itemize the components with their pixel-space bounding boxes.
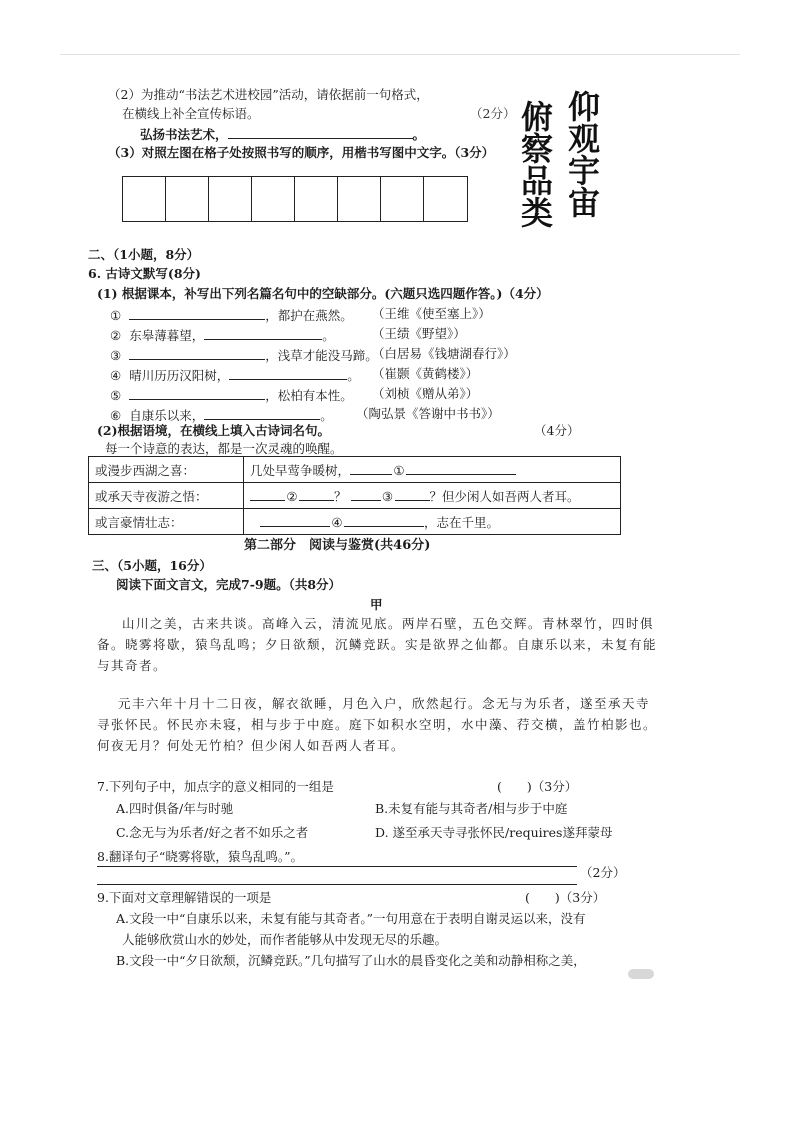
q2-blank[interactable] [228, 125, 413, 139]
poem-line-number: ⑤ [110, 388, 122, 403]
row-label: 或漫步西湖之喜： [89, 457, 244, 483]
page-top-rule [60, 54, 740, 55]
row-content [244, 483, 621, 509]
row-content [244, 457, 621, 483]
poem-line [110, 386, 353, 403]
poetry-context-table [88, 456, 621, 535]
q8-answer-line[interactable] [97, 883, 577, 885]
q9-option-a-line1[interactable]: A.文段一中“自康乐以来，未复有能与其奇者。”一句用意在于表明自谢灵运以来，没有 [116, 911, 586, 926]
blank-marker: ① [393, 462, 405, 478]
poem-answer-blank[interactable] [204, 406, 320, 420]
q9-stem: 9.下面对文章理解错误的一项是 [97, 890, 272, 905]
poem-line-post: ，浅草才能没马蹄。 [265, 348, 378, 363]
blank-marker: ③ [381, 488, 394, 504]
q9-option-a-line2: 人能够欣赏山水的妙处，而作者能够从中发现无尽的乐趣。 [122, 932, 448, 947]
poem-source: （王绩《野望》） [372, 326, 466, 341]
q6-part2-score: （4分） [534, 423, 580, 438]
q2-answer-line [140, 125, 425, 142]
poem-line-number: ④ [110, 368, 122, 383]
q6-part2-instruction: (2)根据语境，在横线上填入古诗词名句。 [97, 423, 331, 438]
q7-option-a[interactable]: A.四时俱备/年与时驰 [116, 801, 234, 816]
answer-blank[interactable] [250, 487, 285, 501]
blank-marker: ④ [331, 514, 343, 530]
calligraphy-col2 [518, 100, 552, 228]
table-row [89, 457, 621, 483]
scroll-indicator[interactable] [628, 969, 654, 979]
poem-line-post: 。 [322, 328, 335, 343]
answer-blank[interactable] [350, 461, 392, 475]
poem-line-post: 。 [347, 368, 360, 383]
text-jia-line3: 与其奇者。 [97, 658, 168, 673]
answer-blank[interactable] [299, 487, 334, 501]
poem-answer-blank[interactable] [204, 326, 322, 340]
section2-header: 二、（1小题，8分） [88, 247, 200, 262]
q7-option-c[interactable]: C.念无与为乐者/好之者不如乐之者 [116, 825, 309, 840]
text-jia-label: 甲 [370, 597, 383, 612]
answer-blank[interactable] [260, 513, 330, 527]
answer-blank[interactable] [344, 513, 424, 527]
table-row [89, 509, 621, 535]
poem-source: （陶弘景《答谢中书书》） [356, 406, 500, 421]
calligraphy-text-col1: 仰观宇宙 [563, 90, 601, 218]
q8-answer-line[interactable] [97, 865, 577, 867]
text-jia-line2: 备。晓雾将歇，猿鸟乱鸣；夕日欲颓，沉鳞竞跃。实是欲界之仙都。自康乐以来，未复有能 [97, 637, 658, 652]
poem-line-post: ，都护在燕然。 [265, 308, 353, 323]
q2-end: 。 [412, 127, 426, 142]
row-content [244, 509, 621, 535]
poem-line-pre: 东皋薄暮望， [129, 328, 205, 343]
row-label: 或承天寺夜游之悟： [89, 483, 244, 509]
grid-cell[interactable] [123, 177, 166, 221]
poem-line-number: ⑥ [110, 408, 122, 423]
calligraphy-col1 [565, 90, 599, 218]
poem-line [110, 306, 353, 323]
section3-header: 三、（5小题，16分） [92, 558, 212, 573]
poem-answer-blank[interactable] [129, 306, 265, 320]
poem-answer-blank[interactable] [129, 386, 265, 400]
row-pre-text: 几处早莺争暖树， [250, 462, 351, 478]
row-post-text: ，志在千里。 [424, 514, 500, 530]
q6-title: 6. 古诗文默写(8分) [88, 266, 201, 281]
q2-prompt: 弘扬书法艺术， [140, 127, 228, 142]
q7-option-d[interactable]: D. 遂至承天寺寻张怀民/requires遂拜蒙母 [375, 825, 613, 840]
poem-source: （刘桢《赠从弟》） [372, 386, 479, 401]
q9-option-b-line1[interactable]: B.文段一中“夕日欲颓，沉鳞竞跃。”几句描写了山水的晨昏变化之美和动静相称之美， [116, 953, 586, 968]
poem-line [110, 346, 378, 363]
q2-score: （2分） [470, 106, 516, 121]
blank-marker: ② [286, 488, 298, 504]
text-yi-line2: 寻张怀民。怀民亦未寝，相与步于中庭。庭下如积水空明，水中藻、荇交横，盖竹柏影也。 [97, 717, 658, 732]
grid-cell[interactable] [338, 177, 381, 221]
poem-line-number: ① [110, 308, 122, 323]
grid-cell[interactable] [424, 177, 467, 221]
grid-cell[interactable] [209, 177, 252, 221]
text-yi-line1: 元丰六年十月十二日夜，解衣欲睡，月色入户，欣然起行。念无与为乐者，遂至承天寺 [118, 696, 651, 711]
q7-score: ( )（3分） [497, 779, 578, 794]
reading-instruction: 阅读下面文言文，完成7-9题。（共8分） [116, 577, 342, 592]
row-mid-text: ？ [334, 488, 347, 504]
calligraphy-text-col2: 俯察品类 [516, 100, 554, 228]
answer-blank[interactable] [395, 487, 430, 501]
grid-cell[interactable] [252, 177, 295, 221]
q2-line2: 在横线上补全宣传标语。 [122, 106, 260, 121]
q8-score: （2分） [580, 865, 626, 880]
grid-cell[interactable] [381, 177, 424, 221]
poem-line-pre: 晴川历历汉阳树， [129, 368, 230, 383]
q7-stem: 7.下列句子中，加点字的意义相同的一组是 [97, 779, 334, 794]
poem-line-number: ③ [110, 348, 122, 363]
writing-grid [122, 176, 468, 222]
grid-cell[interactable] [295, 177, 338, 221]
table-row [89, 483, 621, 509]
part2-title: 第二部分 阅读与鉴赏(共46分) [244, 538, 431, 553]
poem-line-number: ② [110, 328, 122, 343]
q2-line1: （2）为推动“书法艺术进校园”活动，请依据前一句格式， [108, 87, 429, 102]
context-intro: 每一个诗意的表达，都是一次灵魂的唤醒。 [105, 441, 343, 456]
text-jia-line1: 山川之美，古来共谈。高峰入云，清流见底。两岸石壁，五色交辉。青林翠竹，四时俱 [122, 616, 655, 631]
poem-line-post: 。 [320, 408, 333, 423]
row-label: 或言豪情壮志： [89, 509, 244, 535]
poem-line [110, 366, 360, 383]
q9-score: ( )（3分） [525, 890, 606, 905]
answer-blank[interactable] [351, 487, 381, 501]
q3-line: （3）对照左图在格子处按照书写的顺序，用楷书写图中文字。（3分） [108, 145, 495, 160]
grid-cell[interactable] [166, 177, 209, 221]
row-post-text: ？但少闲人如吾两人者耳。 [429, 488, 580, 504]
poem-source: （王维《使至塞上》） [372, 306, 491, 321]
poem-answer-blank[interactable] [229, 366, 347, 380]
poem-line-post: ，松柏有本性。 [265, 388, 353, 403]
answer-blank[interactable] [406, 461, 516, 475]
poem-source: （白居易《钱塘湖春行》） [372, 346, 516, 361]
q8-stem: 8.翻译句子“晓雾将歇，猿鸟乱鸣。”。 [97, 849, 303, 864]
poem-answer-blank[interactable] [129, 346, 265, 360]
q7-option-b[interactable]: B.未复有能与其奇者/相与步于中庭 [375, 801, 568, 816]
poem-source: （崔颢《黄鹤楼》） [372, 366, 479, 381]
poem-line-pre: 自康乐以来， [129, 408, 205, 423]
poem-line [110, 326, 335, 343]
text-yi-line3: 何夜无月？何处无竹柏？但少闲人如吾两人者耳。 [97, 738, 406, 753]
q6-part1-instruction: (1) 根据课本，补写出下列名篇名句中的空缺部分。(六题只选四题作答。)（4分） [97, 286, 549, 301]
poem-line [110, 406, 333, 423]
